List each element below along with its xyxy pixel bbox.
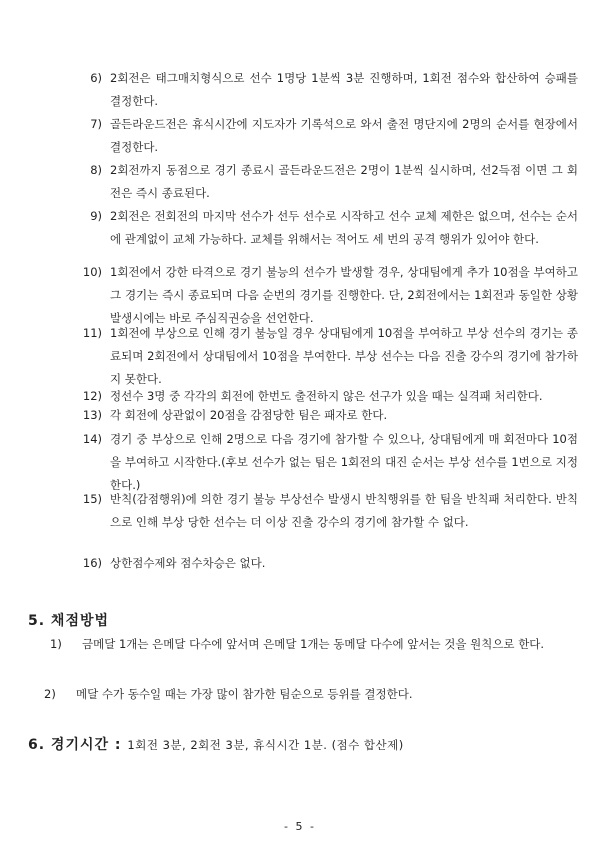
rule-item-6	[72, 67, 578, 113]
rule-item-13	[72, 404, 578, 427]
rule-item-10	[72, 261, 578, 330]
rule-text: 상한점수제와 점수차승은 없다.	[110, 556, 266, 570]
rule-text: 2회전까지 동점으로 경기 종료시 골든라운드전은 2명이 1분씩 실시하며, 선2득점 이면 그 회전은 즉시 종료된다.	[110, 163, 578, 200]
rule-text: 2회전은 태그매치형식으로 선수 1명당 1분씩 3분 진행하며, 1회전 점수와 합산하여 승패를 결정한다.	[110, 71, 578, 108]
rule-item-9	[72, 205, 578, 251]
section-5-item-2	[44, 683, 578, 706]
rule-text: 각 회전에 상관없이 20점을 감점당한 팀은 패자로 한다.	[110, 408, 388, 422]
rule-number: 16)	[82, 556, 102, 570]
rule-item-11	[72, 322, 578, 391]
section-5-item-1	[50, 633, 578, 656]
rule-number: 9)	[90, 209, 102, 223]
rule-text: 정선수 3명 중 각각의 회전에 한번도 출전하지 않은 선구가 있을 때는 실격패 처리한다.	[110, 389, 543, 403]
sub-number: 2)	[44, 687, 56, 701]
rule-number: 15)	[82, 492, 102, 506]
rule-text: 골든라운드전은 휴식시간에 지도자가 기록석으로 와서 출전 명단지에 2명의 순서를 현장에서 결정한다.	[110, 117, 578, 154]
rule-text: 반칙(감점행위)에 의한 경기 불능 부상선수 발생시 반칙행위를 한 팀을 반칙패 처리한다. 반칙으로 인해 부상 당한 선수는 더 이상 진출 강수의 경기에 참가할 수 없다.	[110, 492, 578, 529]
rule-item-8	[72, 159, 578, 205]
rule-item-7	[72, 113, 578, 159]
section-5-title: 5. 채점방법	[28, 613, 110, 629]
sub-text: 금메달 1개는 은메달 다수에 앞서며 은메달 1개는 동메달 다수에 앞서는 것을 원칙으로 한다.	[82, 637, 545, 651]
rule-text: 2회전은 전회전의 마지막 선수가 선두 선수로 시작하고 선수 교체 제한은 없으며, 선수는 순서에 관계없이 교체 가능하다. 교체를 위해서는 적어도 세 번의 공격 행위가 있어야 한다.	[110, 209, 578, 246]
page-number: - 5 -	[284, 820, 316, 833]
rule-number: 7)	[90, 117, 102, 131]
rule-text: 1회전에서 강한 타격으로 경기 불능의 선수가 발생할 경우, 상대팀에게 추가 10점을 부여하고 그 경기는 즉시 종료되며 다음 순번의 경기를 진행한다. 단, 2회전에서는 1회전과 동일한 상황 발생시에는 바로 주심직권승을 선언한다.	[110, 265, 578, 325]
sub-number: 1)	[50, 637, 62, 651]
rule-item-16	[72, 552, 578, 575]
rule-text: 경기 중 부상으로 인해 2명으로 다음 경기에 참가할 수 있으나, 상대팀에게 매 회전마다 10점을 부여하고 시작한다.(후보 선수가 없는 팀은 1회전의 대진 순서는 부상 선수를 1번으로 지정한다.)	[110, 432, 578, 492]
rule-number: 11)	[82, 326, 102, 340]
rule-number: 12)	[82, 389, 102, 403]
rule-item-14	[72, 428, 578, 497]
rule-number: 10)	[82, 265, 102, 279]
rule-item-15	[72, 488, 578, 534]
section-6-heading: 6. 경기시간 :	[28, 737, 122, 753]
rule-number: 13)	[82, 408, 102, 422]
rule-number: 6)	[90, 71, 102, 85]
rule-text: 1회전에 부상으로 인해 경기 불능일 경우 상대팀에게 10점을 부여하고 부상 선수의 경기는 종료되며 2회전에서 상대팀에서 10점을 부여한다. 부상 선수는 다음 진출 강수의 경기에 참가하지 못한다.	[110, 326, 578, 386]
rule-number: 14)	[82, 432, 102, 446]
section-6-text: 1회전 3분, 2회전 3분, 휴식시간 1분. (점수 합산제)	[127, 738, 404, 752]
rule-number: 8)	[90, 163, 102, 177]
section-6-title	[28, 734, 404, 754]
sub-text: 메달 수가 동수일 때는 가장 많이 참가한 팀순으로 등위를 결정한다.	[76, 687, 413, 701]
